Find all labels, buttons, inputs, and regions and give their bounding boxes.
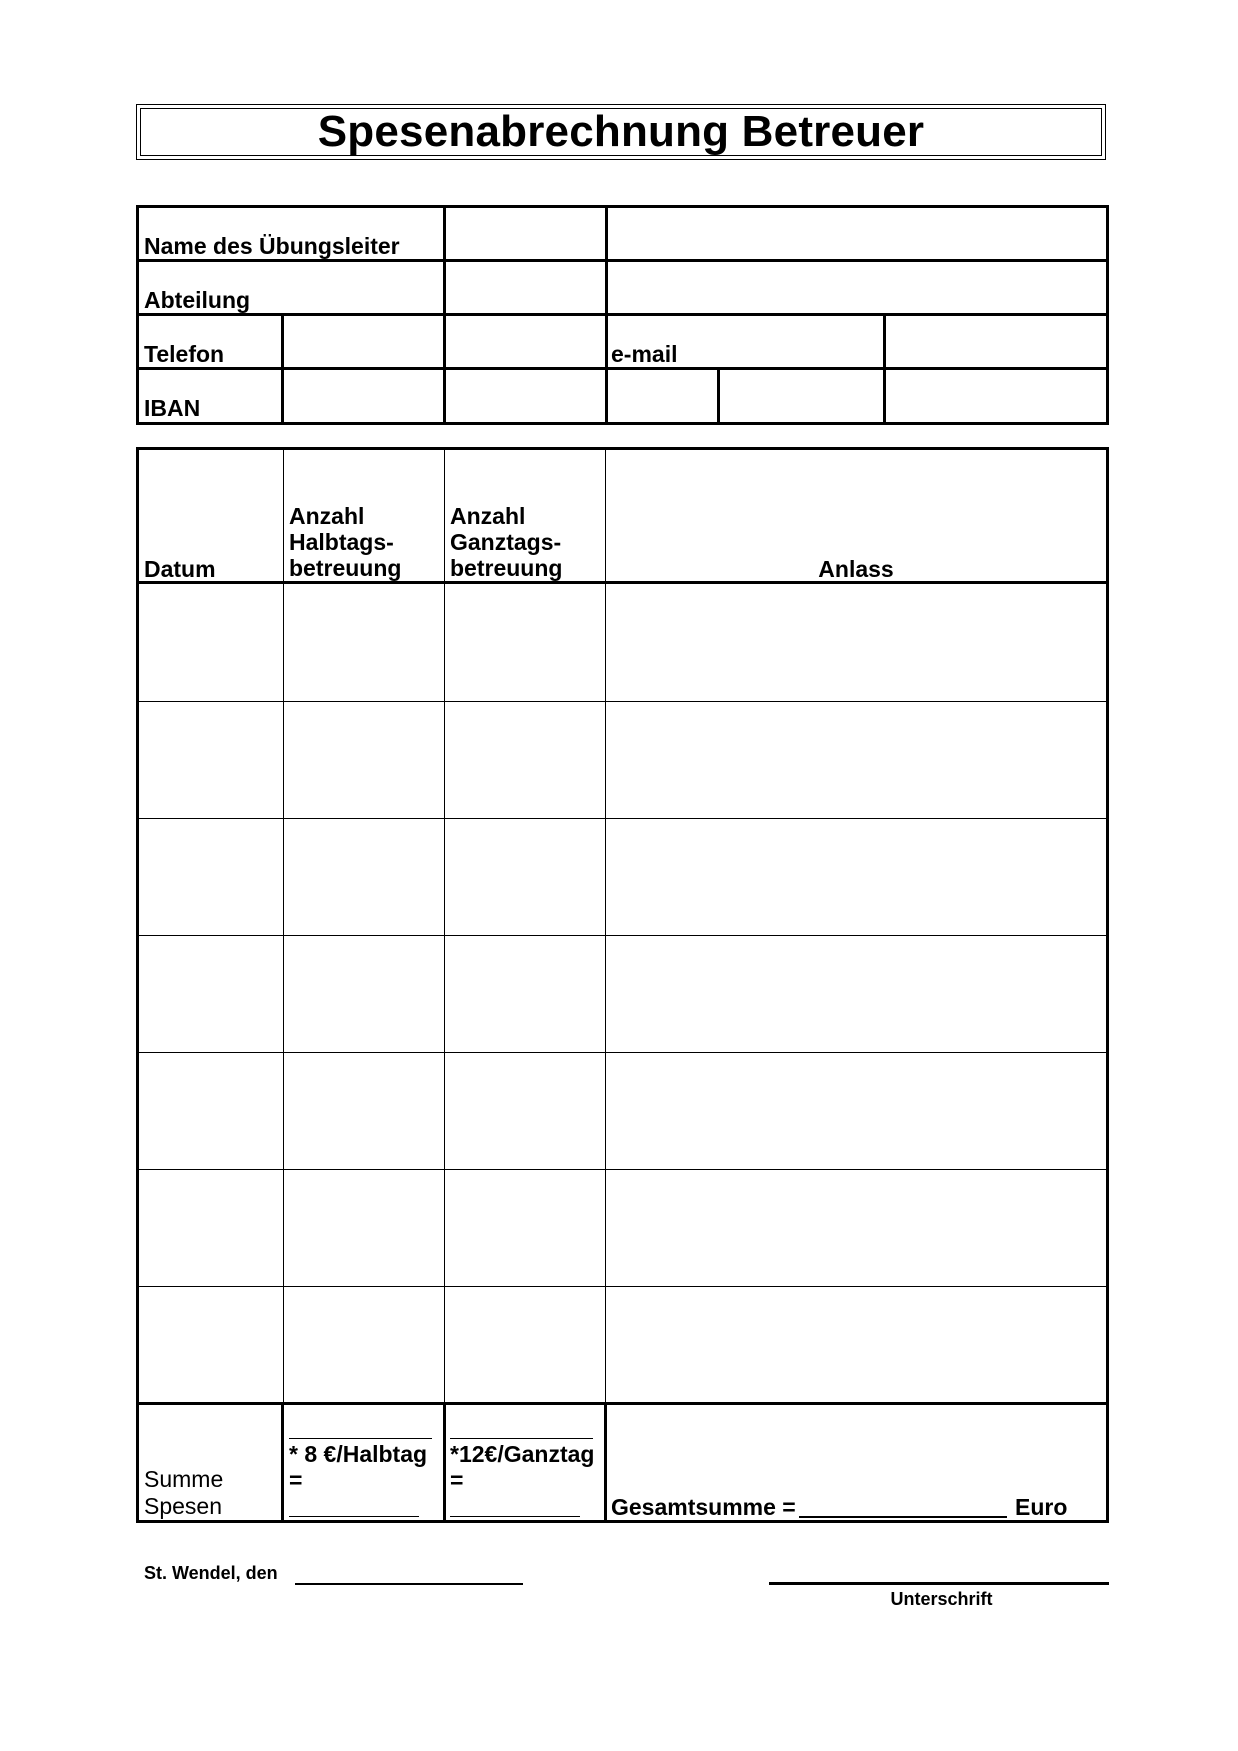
iban-label: IBAN	[144, 395, 201, 421]
document-title: Spesenabrechnung Betreuer	[317, 107, 925, 156]
currency-label: Euro	[1015, 1494, 1068, 1520]
halbtags-cell[interactable]	[284, 1286, 444, 1402]
summary-col-divider	[281, 1402, 284, 1523]
halbtags-cell[interactable]	[284, 935, 444, 1051]
abteilung-field-1[interactable]	[446, 262, 605, 313]
summary-label	[144, 1466, 223, 1520]
anlass-cell[interactable]	[606, 935, 1106, 1051]
ganztags-cell[interactable]	[445, 701, 605, 817]
telefon-field-1[interactable]	[284, 316, 443, 367]
header-halbtags	[289, 503, 401, 581]
anlass-cell[interactable]	[606, 701, 1106, 817]
datum-cell[interactable]	[139, 818, 283, 934]
ganztag-rate: *12€/Ganztag	[450, 1441, 595, 1467]
summary-col-divider	[604, 1402, 607, 1523]
halbtag-equals: =	[289, 1467, 303, 1493]
summary-col-divider	[443, 1402, 446, 1523]
ganztags-cell[interactable]	[445, 1052, 605, 1168]
email-field[interactable]	[886, 316, 1106, 367]
halbtags-cell[interactable]	[284, 584, 444, 700]
halbtag-rate: * 8 €/Halbtag	[289, 1441, 428, 1467]
header-ganztags-line: betreuung	[450, 555, 563, 581]
header-ganztags-line: Anzahl	[450, 503, 526, 529]
gesamtsumme-label: Gesamtsumme =	[611, 1494, 796, 1520]
abteilung-field-2[interactable]	[608, 262, 1106, 313]
email-label: e-mail	[611, 341, 678, 367]
telefon-label: Telefon	[144, 341, 225, 367]
place-date-label: St. Wendel, den	[144, 1563, 278, 1583]
iban-field-4[interactable]	[720, 370, 883, 422]
halbtags-cell[interactable]	[284, 818, 444, 934]
halbtags-cell[interactable]	[284, 701, 444, 817]
anlass-cell[interactable]	[606, 1169, 1106, 1285]
iban-field-1[interactable]	[284, 370, 443, 422]
ganztags-cell[interactable]	[445, 584, 605, 700]
ganztags-cell[interactable]	[445, 818, 605, 934]
ganztag-count-line[interactable]	[450, 1438, 593, 1439]
datum-cell[interactable]	[139, 584, 283, 700]
ganztag-equals: =	[450, 1467, 464, 1493]
halbtag-result-line[interactable]	[289, 1516, 419, 1517]
title-inner-frame	[140, 108, 1102, 156]
signature-line[interactable]	[769, 1582, 1109, 1585]
halbtags-cell[interactable]	[284, 1169, 444, 1285]
signature-label: Unterschrift	[890, 1589, 993, 1609]
summary-label-line: Summe	[144, 1466, 224, 1492]
halbtag-count-line[interactable]	[289, 1438, 432, 1439]
iban-field-5[interactable]	[886, 370, 1106, 422]
name-label: Name des Übungsleiter	[144, 233, 400, 259]
ganztags-cell[interactable]	[445, 1286, 605, 1402]
iban-field-3[interactable]	[608, 370, 717, 422]
halbtags-cell[interactable]	[284, 1052, 444, 1168]
datum-cell[interactable]	[139, 1286, 283, 1402]
gesamtsumme-line[interactable]	[799, 1516, 1007, 1518]
datum-cell[interactable]	[139, 701, 283, 817]
summary-label-line: Spesen	[144, 1493, 223, 1519]
header-anlass: Anlass	[818, 556, 894, 582]
header-datum: Datum	[144, 556, 216, 582]
name-field-2[interactable]	[608, 208, 1106, 259]
anlass-cell[interactable]	[606, 584, 1106, 700]
header-ganztags	[450, 503, 562, 581]
anlass-cell[interactable]	[606, 818, 1106, 934]
telefon-field-2[interactable]	[446, 316, 605, 367]
datum-cell[interactable]	[139, 1052, 283, 1168]
iban-field-2[interactable]	[446, 370, 605, 422]
datum-cell[interactable]	[139, 1169, 283, 1285]
datum-cell[interactable]	[139, 935, 283, 1051]
anlass-cell[interactable]	[606, 1286, 1106, 1402]
ganztag-result-line[interactable]	[450, 1516, 580, 1517]
anlass-cell[interactable]	[606, 1052, 1106, 1168]
ganztags-cell[interactable]	[445, 1169, 605, 1285]
header-ganztags-line: Ganztags-	[450, 529, 562, 555]
header-halbtags-line: Anzahl	[289, 503, 365, 529]
abteilung-label: Abteilung	[144, 287, 251, 313]
ganztags-cell[interactable]	[445, 935, 605, 1051]
header-halbtags-line: Halbtags-	[289, 529, 394, 555]
date-line[interactable]	[295, 1583, 523, 1585]
header-halbtags-line: betreuung	[289, 555, 402, 581]
title-box	[136, 104, 1106, 160]
name-field-1[interactable]	[446, 208, 605, 259]
